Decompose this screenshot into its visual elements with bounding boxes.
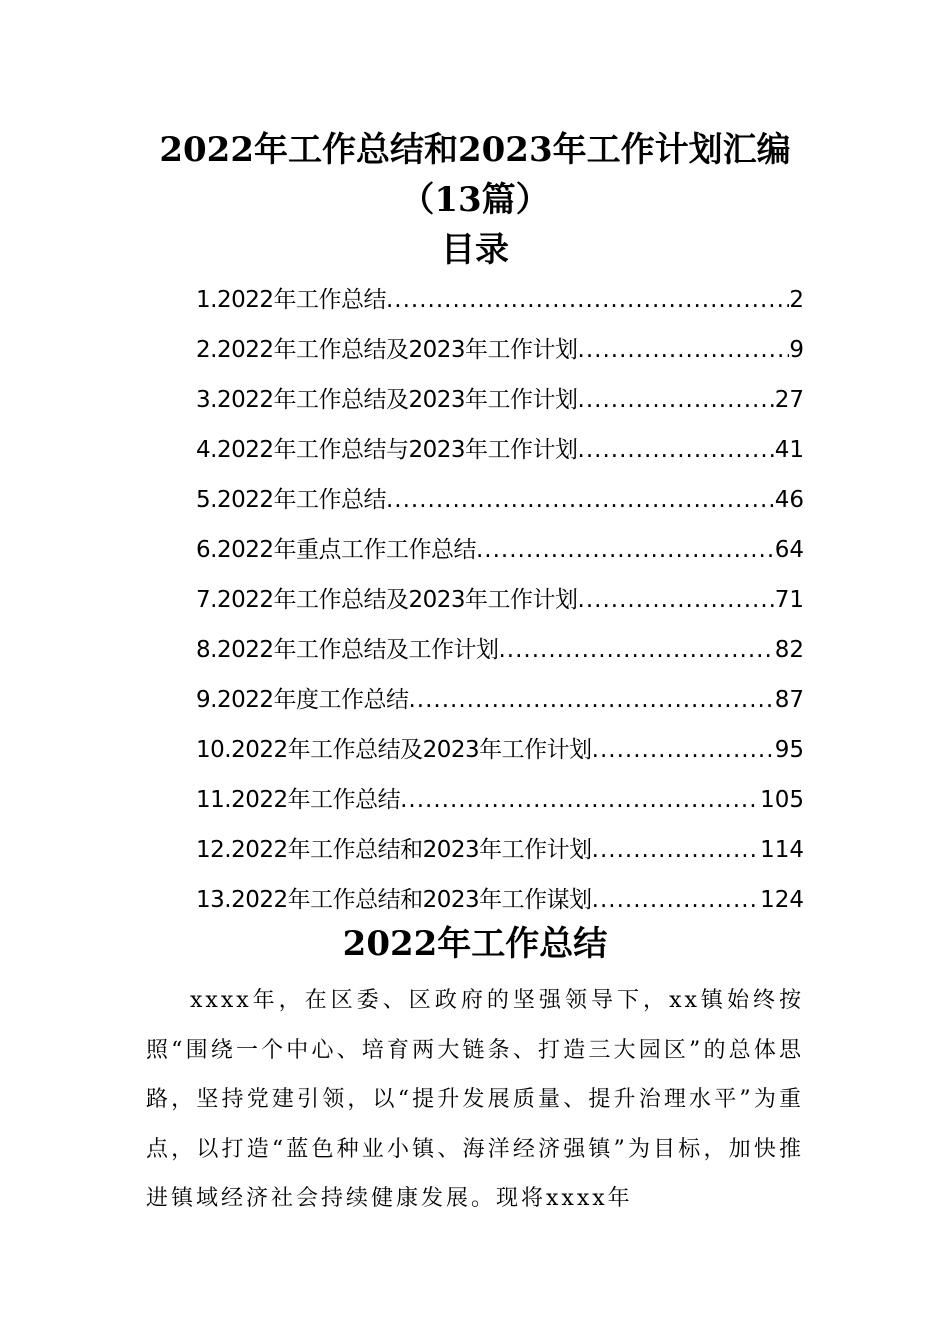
toc-dot-leader: [578, 430, 775, 470]
toc-entry[interactable]: [196, 830, 804, 880]
section-title: 2022年工作总结: [342, 924, 608, 964]
toc-dot-leader: [578, 580, 775, 620]
toc-entry-page: 64: [774, 537, 804, 563]
toc-entry-page: 82: [774, 637, 804, 663]
toc-entry-page: 9: [789, 337, 804, 363]
toc-entry-label: 9.2022年度工作总结: [196, 687, 409, 713]
table-of-contents: [196, 280, 804, 930]
toc-entry-label: 13.2022年工作总结和2023年工作谋划: [196, 887, 592, 913]
toc-entry[interactable]: [196, 780, 804, 830]
toc-dot-leader: [498, 630, 774, 670]
toc-entry[interactable]: [196, 480, 804, 530]
toc-entry-label: 5.2022年工作总结: [196, 487, 386, 513]
toc-entry-label: 2.2022年工作总结及2023年工作计划: [196, 337, 578, 363]
toc-dot-leader: [592, 880, 760, 920]
toc-dot-leader: [592, 830, 760, 870]
toc-entry-label: 4.2022年工作总结与2023年工作计划: [196, 437, 578, 463]
toc-entry[interactable]: [196, 280, 804, 330]
toc-entry[interactable]: [196, 430, 804, 480]
toc-entry-page: 95: [774, 737, 804, 763]
toc-heading: 目录: [441, 230, 509, 270]
toc-dot-leader: [578, 330, 790, 370]
toc-entry-page: 87: [774, 687, 804, 713]
toc-entry[interactable]: [196, 330, 804, 380]
toc-entry-page: 41: [774, 437, 804, 463]
toc-entry-label: 3.2022年工作总结及2023年工作计划: [196, 387, 578, 413]
document-title: 2022年工作总结和2023年工作计划汇编: [159, 130, 791, 170]
body-paragraph: xxxx年，在区委、区政府的坚强领导下，xx镇始终按照“围绕一个中心、培育两大链条、打造三大园区”的总体思路，坚持党建引领，以“提升发展质量、提升治理水平”为重点，以打造“蓝色种业小镇、海洋经济强镇”为目标，加快推进镇域经济社会持续健康发展。现将xxxx年: [146, 988, 804, 1211]
toc-entry-label: 7.2022年工作总结及2023年工作计划: [196, 587, 578, 613]
toc-entry-page: 114: [760, 837, 804, 863]
toc-entry[interactable]: [196, 680, 804, 730]
toc-dot-leader: [476, 530, 775, 570]
toc-entry-page: 71: [774, 587, 804, 613]
toc-entry-label: 6.2022年重点工作工作总结: [196, 537, 476, 563]
toc-entry-page: 124: [760, 887, 804, 913]
toc-entry-page: 2: [789, 287, 804, 313]
toc-dot-leader: [386, 280, 789, 320]
toc-entry-label: 1.2022年工作总结: [196, 287, 386, 313]
toc-dot-leader: [592, 730, 775, 770]
toc-entry-label: 12.2022年工作总结和2023年工作计划: [196, 837, 592, 863]
toc-entry-page: 27: [774, 387, 804, 413]
toc-entry-label: 8.2022年工作总结及工作计划: [196, 637, 499, 663]
toc-dot-leader: [408, 680, 774, 720]
toc-entry[interactable]: [196, 530, 804, 580]
toc-dot-leader: [578, 380, 775, 420]
toc-entry-page: 46: [774, 487, 804, 513]
toc-entry[interactable]: [196, 630, 804, 680]
toc-entry[interactable]: [196, 580, 804, 630]
document-subtitle-count: （13篇）: [400, 180, 550, 220]
toc-entry[interactable]: [196, 730, 804, 780]
toc-entry-label: 11.2022年工作总结: [196, 787, 401, 813]
toc-entry-page: 105: [760, 787, 804, 813]
toc-dot-leader: [386, 480, 775, 520]
toc-entry[interactable]: [196, 380, 804, 430]
toc-dot-leader: [400, 780, 760, 820]
toc-entry-label: 10.2022年工作总结及2023年工作计划: [196, 737, 592, 763]
